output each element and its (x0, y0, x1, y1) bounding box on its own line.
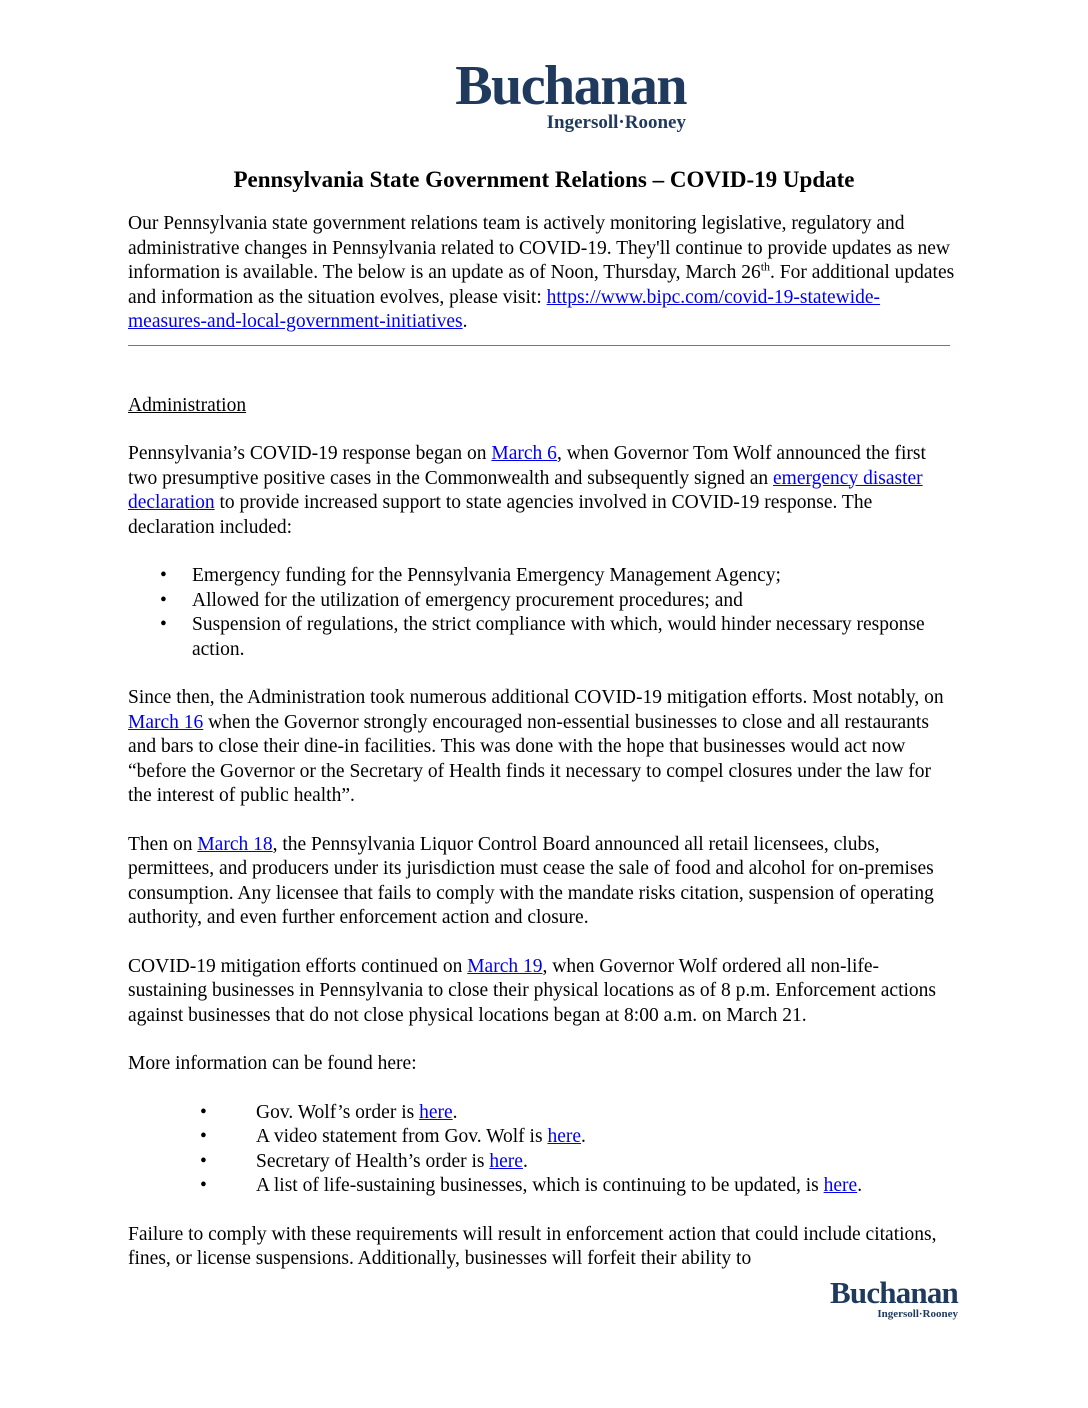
update-page-link[interactable]: https://www.bipc.com/covid-19-statewide-measures-and-local-government-initiatives (128, 286, 881, 332)
paragraph-text: , when Governor Tom Wolf announced the first two presumptive positive cases in the Commonwealth and subsequently signed an (128, 443, 926, 489)
march-18-link[interactable]: March 18 (197, 833, 273, 855)
paragraph-text: Then on (128, 833, 198, 855)
video-statement-link[interactable]: here (547, 1126, 581, 1147)
paragraph-mitigation-efforts (128, 686, 958, 809)
paragraph-text: when the Governor strongly encouraged non-essential businesses to close and all restaurants and bars to close their dine-in facilities. This was done with the hope that businesses would act now “before the Governor or the Secretary of Health finds it necessary to compel closures under the law for the interest of public health”. (128, 711, 931, 806)
march-16-link[interactable]: March 16 (128, 711, 204, 733)
intro-text-continued: . For additional updates and information as the situation evolves, please visit: (128, 262, 955, 308)
paragraph-text: to provide increased support to state agencies involved in COVID-19 response. The declaration included: (128, 492, 873, 538)
document-body (128, 212, 958, 1272)
life-sustaining-list-link[interactable]: here (823, 1175, 858, 1196)
list-item-text: A video statement from Gov. Wolf is (256, 1126, 548, 1147)
paragraph-failure-to-comply: Failure to comply with these requirements will result in enforcement action that could include citations, fines, or license suspensions. Additionally, businesses will forfeit their ability to (128, 1223, 937, 1269)
paragraph-text: COVID-19 mitigation efforts continued on (128, 955, 468, 977)
list-item-end: . (581, 1126, 586, 1147)
section-heading-administration: Administration (128, 394, 247, 416)
list-item-end: . (522, 1150, 528, 1172)
info-links-list (128, 1101, 958, 1199)
list-item: • Suspension of regulations, the strict compliance with which, would hinder necessary response action. (128, 613, 958, 662)
list-item-text: A list of life-sustaining businesses, which is continuing to be updated, is (256, 1175, 824, 1196)
paragraph-text: , the Pennsylvania Liquor Control Board announced all retail licensees, clubs, permittees, and producers under its jurisdiction must cease the sale of food and alcohol for on-premises consumption. Any licensee that fails to comply with the mandate risks citation, suspension of operating authority, and even further enforcement action and closure. (128, 833, 934, 928)
list-item (128, 1125, 958, 1150)
page-title: Pennsylvania State Government Relations – COVID-19 Update (233, 167, 855, 192)
list-item (128, 1150, 958, 1175)
logo-wordmark: Buchanan (455, 55, 686, 117)
paragraph-liquor-control-board (128, 833, 958, 931)
company-logo-footer (0, 1275, 958, 1320)
logo-subtitle: Ingersoll·Rooney (877, 1308, 958, 1320)
gov-order-link[interactable]: here (419, 1101, 453, 1123)
paragraph-more-information: More information can be found here: (128, 1053, 417, 1074)
paragraph-text: Since then, the Administration took numerous additional COVID-19 mitigation efforts. Most notably, on (128, 687, 944, 708)
march-19-link[interactable]: March 19 (467, 955, 543, 977)
company-logo-header (0, 55, 686, 134)
paragraph-response-began (128, 442, 958, 540)
logo-subtitle: Ingersoll·Rooney (546, 112, 686, 133)
list-item-end: . (857, 1175, 863, 1196)
intro-paragraph (128, 212, 958, 335)
horizontal-divider (128, 345, 950, 346)
paragraph-text: Pennsylvania’s COVID-19 response began on (128, 443, 492, 464)
list-item: • Emergency funding for the Pennsylvania Emergency Management Agency; (128, 564, 958, 589)
paragraph-text: , when Governor Wolf ordered all non-life-sustaining businesses in Pennsylvania to close their physical locations as of 8 p.m. Enforcement actions against businesses that do not close physical locations began at 8:00 a.m. on March 21. (128, 955, 937, 1026)
list-item-end: . (452, 1101, 458, 1123)
secretary-order-link[interactable]: here (489, 1150, 523, 1172)
intro-end: . (462, 311, 468, 332)
paragraph-non-life-sustaining (128, 955, 958, 1029)
emergency-disaster-declaration-link[interactable]: emergency disaster declaration (128, 467, 923, 513)
list-item-text: Secretary of Health’s order is (256, 1150, 490, 1172)
list-item: • Allowed for the utilization of emergency procurement procedures; and (128, 589, 958, 614)
intro-text: Our Pennsylvania state government relations team is actively monitoring legislative, regulatory and administrative changes in Pennsylvania related to COVID-19. They'll continue to provide updates as new information is available. The below is an update as of Noon, Thursday, March 26 (128, 213, 950, 283)
list-item (128, 1101, 958, 1126)
intro-superscript: th (760, 259, 771, 274)
march-6-link[interactable]: March 6 (491, 443, 557, 464)
list-item (128, 1174, 958, 1199)
logo-wordmark: Buchanan (830, 1275, 958, 1310)
declaration-list (128, 564, 958, 662)
list-item-text: Gov. Wolf’s order is (256, 1101, 420, 1123)
